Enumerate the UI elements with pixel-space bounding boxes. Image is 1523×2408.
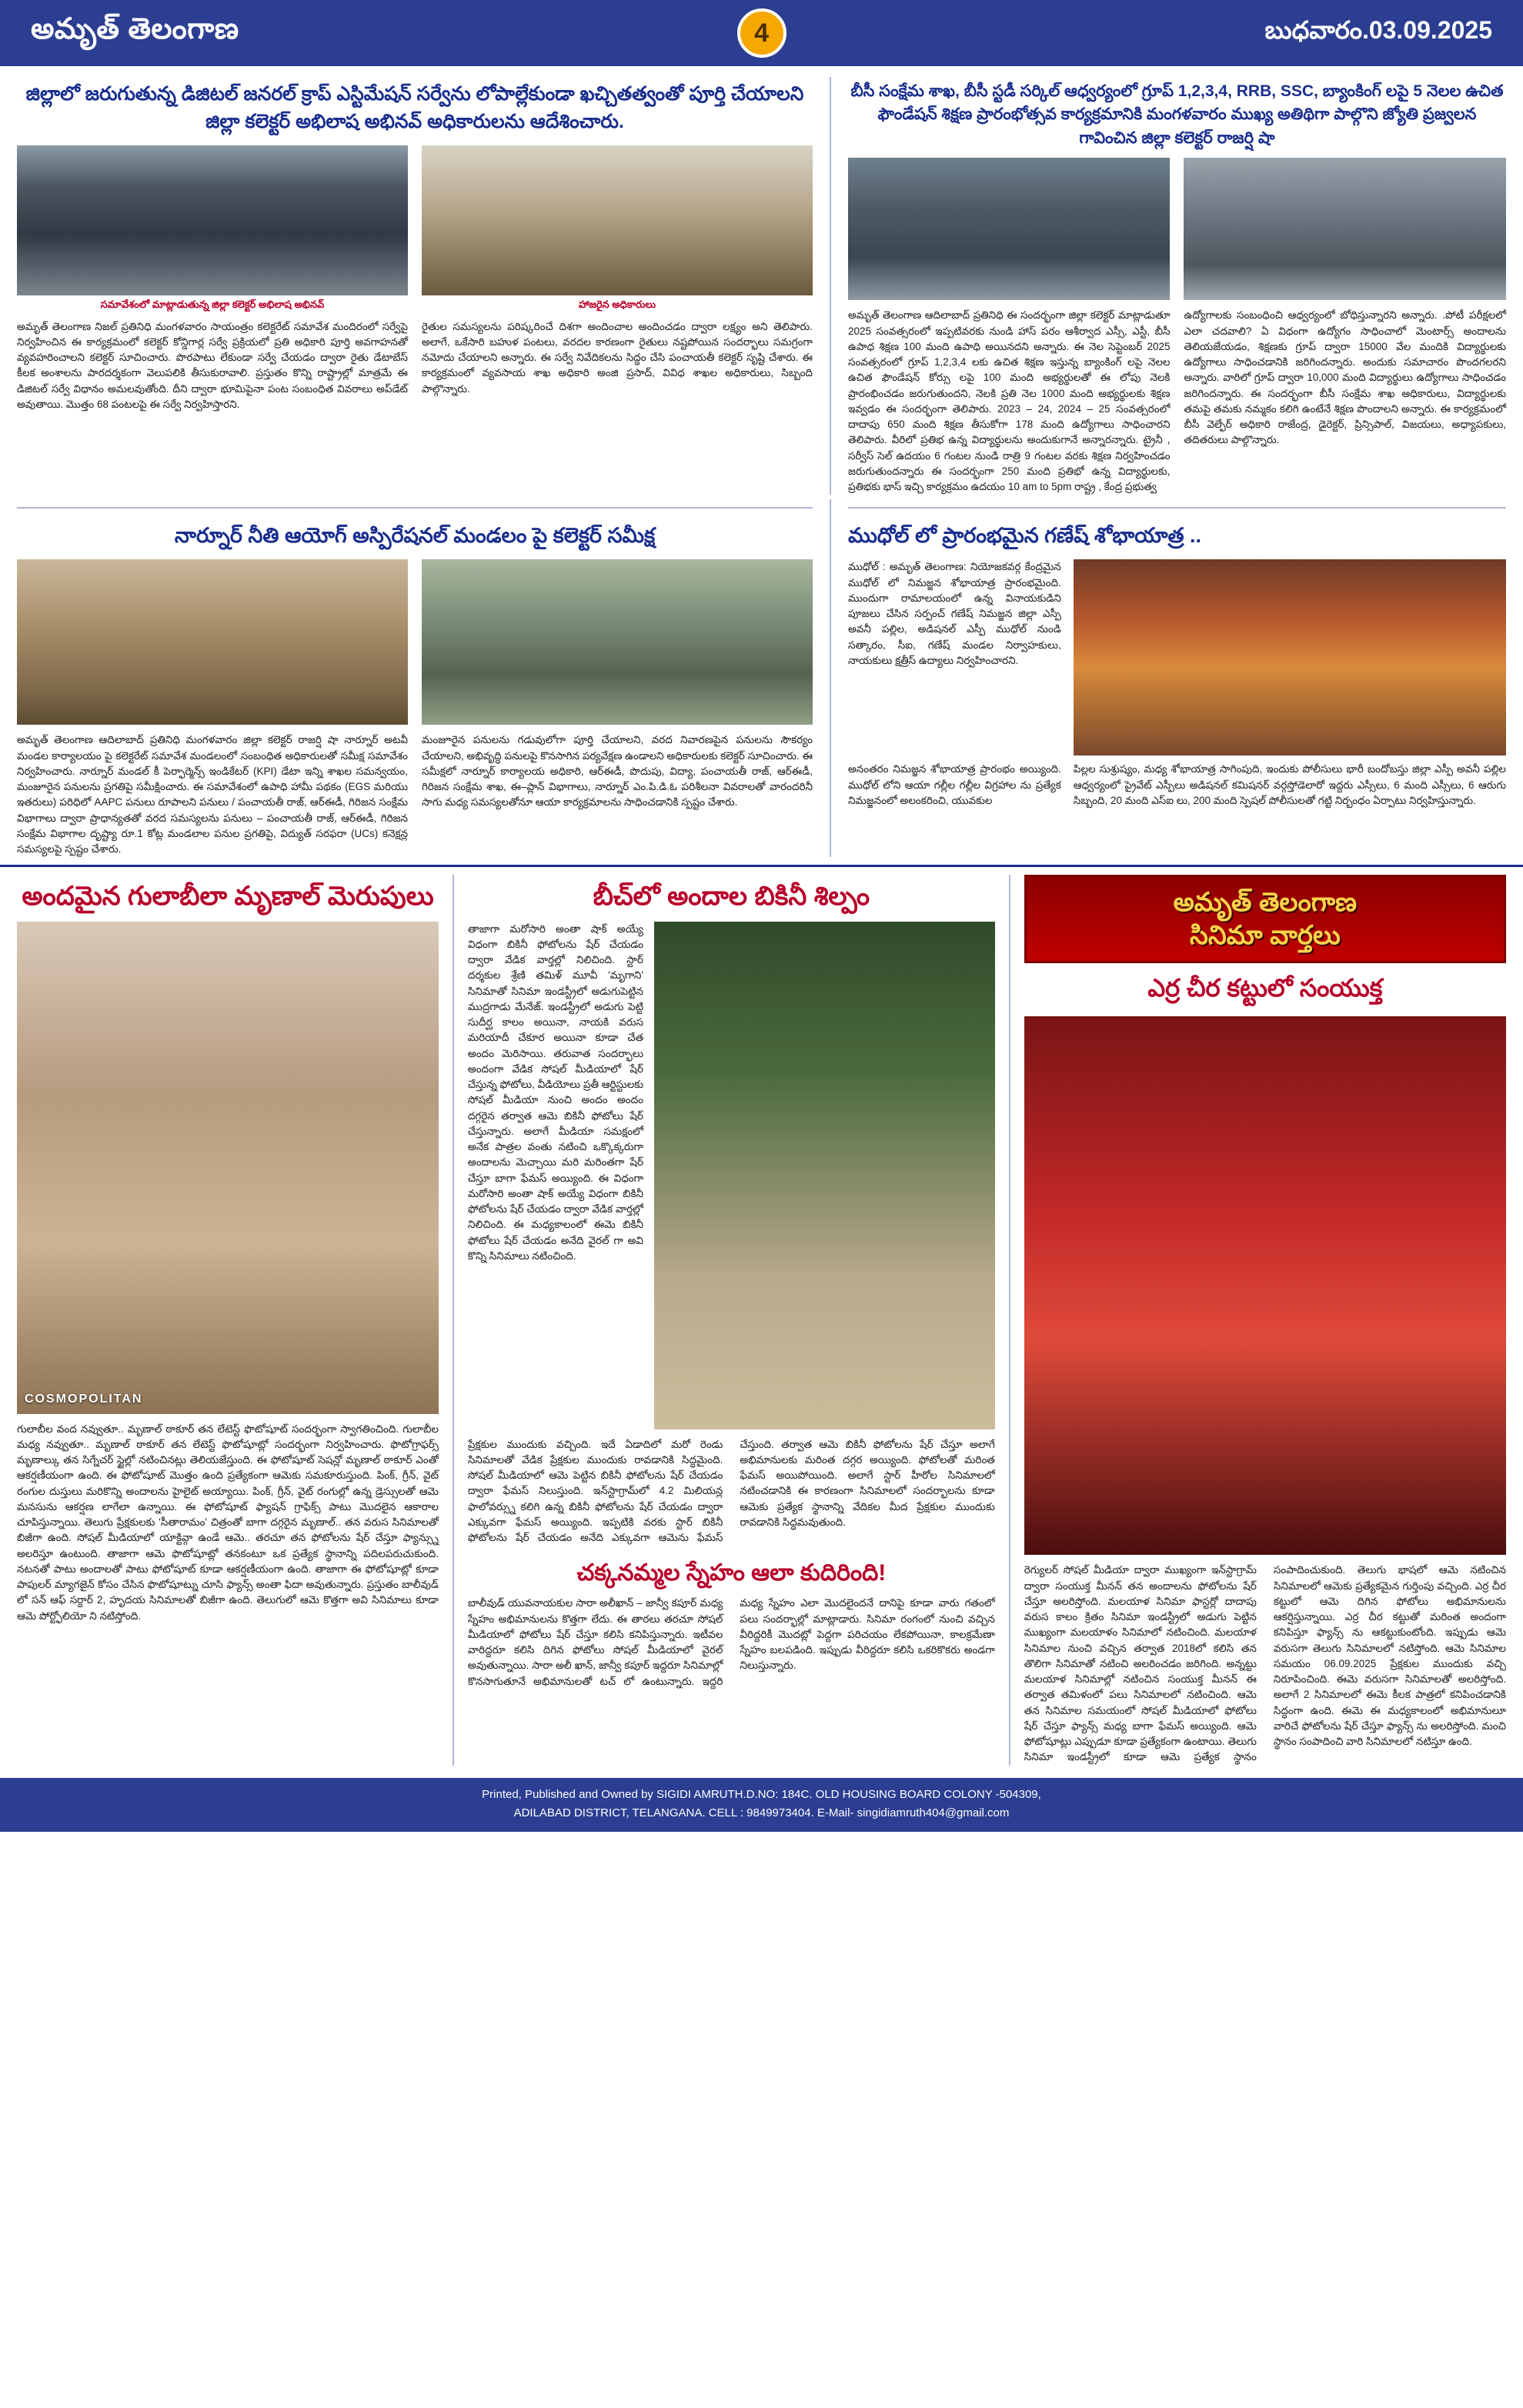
feature-mrunal-text: గులాబీల వంద నవ్వుతూ.. మృణాల్ ఠాకూర్ తన లేటెస్ట్ ఫొటోషూట్ సందర్భంగా స్వాగతించింది. గులాబీల మధ్య నవ్వుతూ.. మృణాల్ ఠాకూర్ తన లేటెస్ట్ ఫొటోషూట్లో సందర్భంగా నిర్వహించారు. ఫొటోగ్రాఫర్స్ మృణాల్కు తన సిగ్నేచర్ స్టైల్లో నటించినట్లు తెలియజేస్తుంది. ఈ ఫోటోషూట్ సెషన్లో మృణాల్ ఠాకూర్ ఎంతో ఆకర్షణీయంగా ఉంది. ఈ ఫోటోషూట్ మొత్తం ఉంది ప్రత్యేకంగా ఆమెకు సమకూరుస్తుంది. పింక్, గ్రీన్, వైట్ రంగుల దుస్తులు మరికొన్ని అందాలను హైలైట్ అయ్యాయి. పింక్, గ్రీన్, వైట్ రంగుల్లో ఉన్న డ్రెస్సులతో ఆమె మనసును ఆకర్షణ లాగేలా ఉన్నాయి. ఈ ఫోటోషూట్ ఫ్యాషన్ గ్రాఫిక్స్ పాటు మొదలైన ఆకారాల చూపిస్తున్నాయి. తెలుగు ప్రేక్షకులకు 'సీతారామం' చిత్రంతో బాగా దగ్గరైన మృణాల్.. తన వరుస సినిమాలతో బిజీగా ఉంది. సోషల్ మీడియాలో యాక్టివ్గా ఉండే ఆమె.. తరచూ తన ఫోటోలను షేర్ చేస్తూ ఫ్యాన్స్ను అలరిస్తూ ఉంటుంది. తాజాగా ఆమె ఫొటోషూట్లో తనకంటూ ఒక ప్రత్యేక స్థానాన్ని పదిలపరుచుకుంది. నటనతో పాటు అందాలతో పాటు ఫోటోషూట్ కూడా ఆకర్షణీయంగా ఉంది. తాజాగా ఈ ఫోటోషూట్లో కూడా పాపులర్ మ్యాగజైన్ కోసం చేసిన ఫొటోషూట్ను చూసి ఫ్యాన్స్ అంతా ఫిదా అవుతున్నారు. ప్రస్తుతం బాలీవుడ్ లో సన్ ఆఫ్ సర్దార్ 2, హృదయ సినిమాలతో బిజీగా ఉంది. తెలుగులో ఆమె కొత్తగా అవి సినిమాలు కూడా ఆమె పోర్ట్ఫోలియో ని నటిస్తోంది.	[17, 1422, 439, 1622]
feature-mrunal-title: అందమైన గులాబీలా మృణాల్ మెరుపులు	[22, 882, 434, 912]
niti-aayog-heading: నార్నూర్ నీతి ఆయోగ్ అస్పిరేషనల్ మండలం పై కలెక్టర్ సమీక్ష	[174, 524, 656, 548]
top-right-photos	[848, 158, 1506, 300]
top-left-article	[17, 77, 813, 495]
feature-samyuktha-text: రెగ్యులర్ సోషల్ మీడియా ద్వారా ముఖ్యంగా ఇన్‌స్టాగ్రామ్ ద్వారా సంయుక్త మీనన్ తన అందాలను ఫోటోలను షేర్ చేస్తూ అలరిస్తోంది. మలయాళ సినిమా ఫాస్టర్లో దాదాపు వరుస కాలం క్రితం సినిమా ఇండస్ట్రీలో అడుగు పెట్టిన ముఖ్యంగా మలయాళం సినిమాలో నటించింది. మలయాళ సినిమాల నుంచి వచ్చిన తర్వాత 2018లో కలిసి తన తొలిగా సినిమాతో నటించి అలరించడం జరిగింది. అన్నట్టు మలయాళ సినిమాల్లో నటించిన సంయుక్త మీనన్ ఈ తర్వాత తమిళంలో పలు సినిమాలలో నటించింది. ఆమె తన సినిమాల సమయంలో సోషల్ మీడియాలో ఫోటోలు షేర్ చేస్తూ ఫ్యాన్స్ మధ్య బాగా ఫేమస్ అయ్యింది. ఆమె ఫోటోషూట్లు ఎప్పుడూ కూడా ప్రత్యేకంగా ఉంటాయి. తెలుగు సినిమా ఇండస్ట్రీలో కూడా ఆమె ప్రత్యేక స్థానం సంపాదించుకుంది. తెలుగు భాషలో ఆమె నటించిన సినిమాలలో ఆమెకు ప్రత్యేకమైన గుర్తింపు వచ్చింది. ఎర్ర చీర కట్టులో ఆమె దిగిన ఫోటోలు అభిమానులను ఆకర్షిస్తున్నాయి. ఎర్ర చీర కట్టుతో మరింత అందంగా కనిపిస్తూ ఫ్యాన్స్ ను ఆకట్టుకుంటోంది. ఇప్పుడు ఆమె వరుసగా తెలుగు సినిమాలలో నటిస్తోంది. ఆమె సినిమాల సమయం 06.09.2025 ప్రేక్షకుల ముందుకు వచ్చి నిరూపించింది. ఈమె వరుసగా సినిమాలతో అలరిస్తోంది. అలాగే 2 సినిమాలలో ఈమె కీలక పాత్రలో కనిపించడానికి సిద్ధంగా ఉంది. ఈమె ఈ మధ్యకాలంలో అభిమానులూ వారిచే ఫోటోలను షేర్ చేస్తూ ఫ్యాన్స్ ను అలరిస్తోంది. మంచి స్థానం సంపాదించి వారి సినిమాలలో నటిస్తూ ఉంది.	[1024, 1564, 1506, 1763]
feature-bikini-title: బీచ్‌లో అందాల బికినీ శిల్పం	[593, 882, 870, 912]
photo-mrunal-thakur	[17, 922, 439, 1414]
ganesh-col1: ముధోల్ : అమృత్ తెలంగాణ: నియోజకవర్గ కేంద్రమైన ముధోల్ లో నిమజ్జన శోభాయాత్ర ప్రారంభమైంది. ముందుగా రామాలయంలో ఉన్న వినాయకుడిని పూజలు చేసిన సర్పంచ్ గణేష్ నిమజ్జన జిల్లా ఎస్పీ అవనీ పల్లిల, అడిషనల్ ఎస్పీ ముధోల్ నుండి సత్కారం, సీఐ, గణేష్ మండల నిర్వాహకులు, నాయకులు క్షత్రీస్ ఉద్యాలు నిర్వహించారని.	[847, 561, 1061, 666]
second-section	[0, 495, 1523, 857]
ganesh-heading: ముధోల్ లో ప్రారంభమైన గణేష్ శోభాయాత్ర ..	[847, 524, 1202, 548]
masthead-title: అమృత్ తెలంగాణ	[31, 13, 239, 45]
ganesh-article	[848, 499, 1506, 857]
photo-ganesh-procession	[1074, 559, 1506, 755]
column-divider-4	[1009, 875, 1010, 1765]
page-footer	[0, 1778, 1523, 1832]
ganesh-content	[848, 559, 1506, 755]
photo-samyuktha-menon	[1024, 1016, 1506, 1555]
feature-bikini-col1: తాజాగా మరోసారి అంతా షాక్ అయ్యే విధంగా బికినీ ఫోటోలను షేర్ చేయడం ద్వారా వేడిక వార్తల్లో నిలిచింది. స్టార్ దర్శకుల శ్రేణి తమిళ్ మూవీ 'మృగాని' సినిమాతో సినిమా ఇండస్ట్రీలో అడుగుపెట్టిన ముద్రగాడు మేనేజ్. ఇండస్ట్రీలో అడుగు పెట్టి సుదీర్ఘ కాలం అయినా, నాయకి వరుస మరియాదీ చేకూర అయినా కూడా చేత అందం మెరిసాయి. తరువాత సందర్భాలు అందంగా వేడిక సోషల్ మీడియాలో షేర్ చేస్తున్న ఫోటోలు, వీడియోలు ప్రతీ ఆర్టిస్టులకు సోషల్ మీడియా నుంచి అందం అందం దగ్గరైన తర్వాత ఆమె బికినీ ఫోటోలు షేర్ చేస్తున్నారు. అలాగే మీడియా సమక్షంలో అనేక పాత్రల వంతు నటించి ఒక్కొక్కరుగా అందాలను మెచ్చాయి మరి మరింతగా షేర్ చేస్తూ బాగా ఫేమస్ అయ్యింది. ఈ విధంగా మరోసారి అంతా షాక్ అయ్యే విధంగా బికినీ ఫోటోలను షేర్ చేయడం ద్వారా వేడిక వార్తల్లో నిలిచింది. ఈ మధ్యకాలంలో ఈమె బికినీ ఫోటోలు షేర్ చేయడం అనేది వైరల్ గా అవి కొన్ని సినిమాలు నటించింది.	[467, 922, 643, 1262]
masthead-date: బుధవారం.03.09.2025	[1264, 15, 1492, 44]
niti-aayog-col1: అమృత్ తెలంగాణ ఆదిలాబాద్ ప్రతినిధి మంగళవారం జిల్లా కలెక్టర్ రాజర్షి షా నార్నూర్ అటవీ మండల కార్యాలయం పై కలెక్టరేట్ సమావేశ మండలంలో సంబంధిత అధికారులతో సమీక్ష సమావేశం నిర్వహించారు. నార్నూర్ మండల్ కీ పెర్ఫార్మెన్స్ ఇండికేటర్ (KPI) డేటా ఇన్ని శాఖల సమన్వయం, మంజూరైన పనులను ప్రగతిపై సమీక్షించారు. ఈ సమావేశంలో ఉపాధి హామీ పథకం (EGS మరియు ఇతరులు) పరిధిలో AAPC పనులు రూపాలని పనులు / పంచాయతీ రాజ్, ఆర్ఈడీ, గిరిజన సంక్షేమ విభాగాలు ద్వారా ప్రాధాన్యతతో వరద సమస్యలను పనులు – పంచాయతీ రాజ్, ఆర్ఈడీ, గిరిజన సంక్షేమ విభాగాల దృష్ట్యా రూ.1 కోట్ల మండలాల పనుల ప్రగతిపై, విద్యుత్ సరఫరా (UCs) కనెక్షన్ల సమస్యలపై స్పష్టం చేశారు.	[17, 734, 408, 855]
top-left-headline: జిల్లాలో జరుగుతున్న డిజిటల్ జనరల్ క్రాప్ ఎస్టిమేషన్ సర్వేను లోపాల్లేకుండా ఖచ్చితత్వంతో పూర్తి చేయాలని జిల్లా కలెక్టర్ అభిలాష అభినవ్ అధికారులను ఆదేశించారు.	[25, 83, 804, 133]
photo-audience	[422, 145, 813, 295]
column-divider	[830, 77, 831, 495]
column-divider-3	[453, 875, 454, 1765]
feature-cinema	[1024, 875, 1506, 1765]
niti-aayog-col2: మంజూరైన పనులను గడువులోగా పూర్తి చేయాలని, వరద నివారణపైన పనులను సౌకర్యం చేయాలని, అభివృద్ధి పనులపై కొనసాగిన పర్యవేక్షణ ఉండాలని అధికారులకు కలెక్టర్ సూచించారు. ఈ సమీక్షలో నార్నూర్ కార్యాలయ అధికారి, ఆర్ఈడీ, పొదుపు, విద్యా, పంచాయతీ రాజ్, ఆర్ఈడీ, గిరిజన సంక్షేమ శాఖ, ఈ–ప్లాన్ విభాగాలు, నార్నూర్ ఎం.పి.డి.ఓ పరిశీలనా వివరాలతో వారందరినీ సాగు మధ్య సమస్యలతోనూ ఆయా కార్యక్రమాలను సాధించడానికి స్పష్టం చేశారు.	[421, 734, 813, 809]
photo-audience-caption: హాజరైన అధికారులు	[578, 298, 656, 310]
magazine-logo-label: COSMOPOLITAN	[25, 1392, 143, 1406]
feature-friendship-text: బాలీవుడ్ యువనాయకుల సారా అలీఖాన్ – జాన్వీ కపూర్ మధ్య స్నేహం అభిమానులను కొత్తగా లేదు. ఈ తారలు తరచూ సోషల్ మీడియాలో ఫోటోలు షేర్ చేస్తూ కలిసి కనిపిస్తున్నారు. ఇటీవల వారిద్దరూ కలిసి దిగిన ఫోటోలు సోషల్ మీడియాలో వైరల్ అవుతున్నాయి. సారా అలీ ఖాన్, జాన్వీ కపూర్ ఇద్దరూ సినిమాల్లో కొనసాగుతూనే అభిమానులతో టచ్ లో ఉంటున్నారు. ఇద్దరి మధ్య స్నేహం ఎలా మొదలైందనే దానిపై కూడా వారు గతంలో పలు సందర్భాల్లో మాట్లాడారు. సినిమా రంగంలో నుంచి వచ్చిన వీరిద్దరికీ మొదట్లో పెద్దగా పరిచయం లేకపోయినా, కాలక్రమేణా స్నేహం బలపడింది. ఇప్పుడు వీరిద్దరూ కలిసి ఒకరికొకరు అండగా నిలుస్తున్నారు.	[467, 1597, 995, 1687]
top-right-headline: బీసీ సంక్షేమ శాఖ, బీసీ స్టడీ సర్కిల్ ఆధ్వర్యంలో గ్రూప్ 1,2,3,4, RRB, SSC, బ్యాంకింగ్ లపై 5 నెలల ఉచిత ఫౌండేషన్ శిక్షణ ప్రారంభోత్సవ కార్యక్రమానికి మంగళవారం ముఖ్య అతిథిగా పాల్గొని జ్యోతి ప్రజ్వలన గావించిన జిల్లా కలెక్టర్ రాజర్షి షా	[850, 82, 1504, 147]
footer-line-2: ADILABAD DISTRICT, TELANGANA. CELL : 9849973404. E-Mail- singidiamruth404@gmail.com	[513, 1806, 1010, 1819]
feature-bikini	[468, 875, 995, 1765]
masthead	[0, 0, 1523, 66]
cinema-banner-line1: అమృత్ తెలంగాణ	[1173, 888, 1358, 918]
cinema-news-banner	[1024, 875, 1506, 963]
top-section	[0, 66, 1523, 495]
top-left-body	[17, 319, 813, 413]
feature-friendship-title: చక్కనమ్మల స్నేహం ఆలా కుదిరింది!	[576, 1560, 887, 1586]
photo-collector-review	[422, 559, 813, 725]
feature-band	[0, 865, 1523, 1765]
top-left-col2: రైతుల సమస్యలను పరిష్కరించే దిశగా అందించాల అందించడం ద్వారా లక్ష్యం అని తెలిపారు. అలాగే, ఒకేసారి బహుళ పంటలు, వరదల కారణంగా రైతులు నష్టపోయిన సందర్భాలు సమగ్రంగా నమోదు చేయాలని అన్నారు. ఈ సర్వే నివేదికలను సిద్ధం చేసి పంచాయతీ కలెక్టర్ సృష్టి చేశారు. ఈ కార్యక్రమంలో వ్యవసాయ శాఖ అధికారి అంజి ప్రసాద్, వివిధ శాఖల అధికారులు, సిబ్బంది పాల్గొన్నారు.	[421, 320, 813, 395]
photo-conference-hall	[17, 145, 408, 295]
feature-bikini-col2: ప్రేక్షకుల ముందుకు వచ్చింది. ఇదే ఏడాదిలో మరో రెండు సినిమాలతో వేడిక ప్రేక్షకుల ముందుకు రావడానికి సిద్ధమైంది. సోషల్ మీడియాలో ఆమె పెట్టిన బికినీ ఫోటోలను షేర్ చేయడం ద్వారా ఫేమస్ నిలుస్తుంది. ఇన్‌స్టాగ్రామ్‌లో 4.2 మిలియన్ల ఫాలోవర్స్ను కలిగి ఉన్న బికినీ ఫోటోలను షేర్ చేయడం ద్వారా ఎక్కువగా ఫేమస్ అయ్యింది. ఇప్పటికి వరకు స్టార్ బికినీ ఫోటోలను షేర్ చేయడం అనేది ఎక్కువగా ఆమెను ఫేమస్ చేస్తుంది. తర్వాత ఆమె బికినీ ఫోటోలను షేర్ చేస్తూ అలాగే అభిమానులకు మరింత దగ్గర అయ్యింది. ఫోటోలతో మరింత ఫేమస్ అయిపోయింది. అలాగే స్టార్ హీరోల సినిమాలలో నటించడానికి ఈ కారణంగా సినిమాలలో సందర్భాలను కూడా ఆమెకు ప్రత్యేక స్థానాన్ని వేదికల మీద ప్రేక్షకుల ముందుకు రావడానికి సిద్ధమవుతుంది.	[467, 1438, 995, 1543]
photo-training-audience	[1184, 158, 1506, 300]
top-right-body	[848, 308, 1506, 495]
page-number-badge: 4	[737, 8, 787, 58]
top-right-col1: అమృత్ తెలంగాణ ఆదిలాబాద్ ప్రతినిధి ఈ సందర్భంగా జిల్లా కలెక్టర్ మాట్లాడుతూ 2025 సంవత్సరంలో ఇప్పటివరకు నుండి హాస్ పరం ఆశీర్వాద ఎస్సీ, ఎస్టీ, బీసీ ఉపాధ శిక్షణ 100 మంది ఉపాధి అయినదని అన్నారు. ఈ నెల సెప్టెంబర్ 2025 సంవత్సరంలో గ్రూప్ 1,2,3,4 లకు ఉచిత శిక్షణ ఇస్తున్న బ్యాంకింగ్ లపై నెలల ఉచిత ఫౌండేషన్ కోర్సు లపై 100 మంది అభ్యర్థులతో ఈ లోపు నెలకి ప్రారంభించడం జరుగుతుందని, నెలకి ప్రతి నెల 1000 మంది అభ్యర్థులకు శిక్షణ ఇవ్వడం ఈ సందర్భంగా తెలిపారు. 2023 – 24, 2024 – 25 సంవత్సరంలో దాదాపు 650 మంది శిక్షణ తీసుకోగా 178 మంది ఉద్యోగాలు సాధించారని తెలిపారు. వీరిలో ప్రతిభ ఉన్న విద్యార్థులను అందుకుగానే అన్నారన్నారు. ట్రైనీ , సర్వీస్ సెల్ ఉదయం 6 గంటల నుండి రాత్రి 9 గంటల వరకు శిక్షణ నిర్వహించడం జరుగుతుందన్నారు ఈ సందర్భంగా 250 మంది ప్రతిభో ఉన్న విద్యార్థులకు, ప్రతిభకు భాస్ ఇచ్చి కార్యక్రమం ఉదయం 10 am to 5pm రాష్ట్ర , కేంద్ర ప్రభుత్వ	[847, 309, 1171, 493]
feature-bikini-content	[468, 922, 995, 1429]
photo-training-inauguration	[848, 158, 1171, 300]
top-right-col2: ఉద్యోగాలకు సంబంధించి ఆధ్వర్యంలో బోధిస్తున్నారని అన్నారు. .పోటీ పరీక్షలలో ఎలా చదవాలి? ఏ విధంగా ఉద్యోగం సాధించాలో మెంటార్స్ అందాలను తెలియజేయడం, శిక్షణకు గ్రూప్ ద్వారా 15000 వేల మందికి విద్యార్థులకు ఉద్యోగాలు సాధించడానికి జరిగిందన్నారు. అందుకు సమాచారం పొందగలరని అన్నారు. వారిలో గ్రూప్ ద్వారా 10,000 మంది విద్యార్థులు ఉద్యోగాలు సాధించడం జరిగిందన్నారు. ఈ సందర్భంగా బీసీ సంక్షేమ శాఖ అధికారులు, విద్యార్థులకు తమపై తమకు నమ్మకం కలిగి ఉంటేనే శిక్షణ పొందాలని అన్నారు. ఈ కార్యక్రమంలో బీసీ వెల్ఫేర్ అధికారి రాజేంద్ర, డైరెక్టర్, ప్రిన్సిపాల్, విజయలు, అధ్యాపకులు, తదితరులు పాల్గొన్నారు.	[1184, 309, 1506, 446]
top-left-col1: అమృత్ తెలంగాణ నిజల్ ప్రతినిధి మంగళవారం సాయంత్రం కలెక్టరేట్ సమావేశ మందిరంలో సర్వేపై నిర్వహించిన ఈ కార్యక్రమంలో కలెక్టర్ కోన్డిగార్ల సర్వే ప్రక్రియలో ప్రతి అధికారి పూర్తి అవగాహనతో వ్యవహరించాలని కలెక్టర్ సూచించారు. పొరపాటు లేకుండా సర్వే చేయడం ద్వారా రైతు డేటాబేస్ కీలక అంశాలను పారదర్శకంగా వెలుపలికి తీసుకురావాలి. ప్రస్తుతం కొన్ని రాష్ట్రాల్లో మాత్రమే ఈ డిజిటల్ సర్వే విధానం అమలవుతోంది. దీని ద్వారా భూమిపైనా పంట సంబంధిత వివరాలు అప్‌డేట్ అవుతాయి. మొత్తం 68 పంటలపై ఈ సర్వే నిర్వహిస్తారని.	[17, 320, 408, 410]
top-right-article	[848, 77, 1506, 495]
ganesh-col3: పిల్లల సుశ్రుష్యం, మధ్య శోభాయాత్ర సాగింపుది, ఇందుకు పోలీసులు భారీ బందోబస్తు జిల్లా ఎస్పీ అవనీ పల్లిల ఆధ్వర్యంలో ప్రైవేట్ ఎస్పీలు అడిషనల్ కమిషనర్ వర్గస్తోడెలారో ఇద్దరు ఎస్సీలు, 6 మంది ఎస్సీలు, 6 ఆరుగు సిబ్బంది, 20 మంది ఎస్ఐ లు, 200 మంది స్పెషల్ పోలీసులతో గట్టి నిర్బంధం ఏర్పాటు నిర్వహిస్తున్నారు.	[1073, 763, 1506, 806]
niti-aayog-article	[17, 499, 813, 857]
ganesh-bottom	[848, 762, 1506, 809]
column-divider-2	[830, 499, 831, 857]
footer-line-1: Printed, Published and Owned by SIGIDI AMRUTH.D.NO: 184C. OLD HOUSING BOARD COLONY -504309,	[482, 1787, 1041, 1801]
niti-aayog-body	[17, 732, 813, 857]
feature-samyuktha-title: ఎర్ర చీర కట్టులో సంయుక్త	[1147, 974, 1383, 1002]
photo-review-meeting	[17, 559, 408, 725]
photo-conference-caption: సమావేశంలో మాట్లాడుతున్న జిల్లా కలెక్టర్ అభిలాష అభినవ్	[100, 298, 325, 310]
niti-aayog-photos	[17, 559, 813, 725]
feature-mrunal	[17, 875, 439, 1765]
top-left-photos	[17, 145, 813, 315]
photo-beach-model	[654, 922, 995, 1429]
cinema-banner-line2: సినిమా వార్తలు	[1190, 920, 1341, 950]
ganesh-col2: అనంతరం నిమజ్జన శోభాయాత్ర ప్రారంభం అయ్యింది. ముధోల్ లోని ఆయా గల్లీల గల్లీల విగ్రహాల ను ప్రత్యేక నిమజ్జనంలో అలంకరించి, యువకుల	[847, 763, 1061, 806]
